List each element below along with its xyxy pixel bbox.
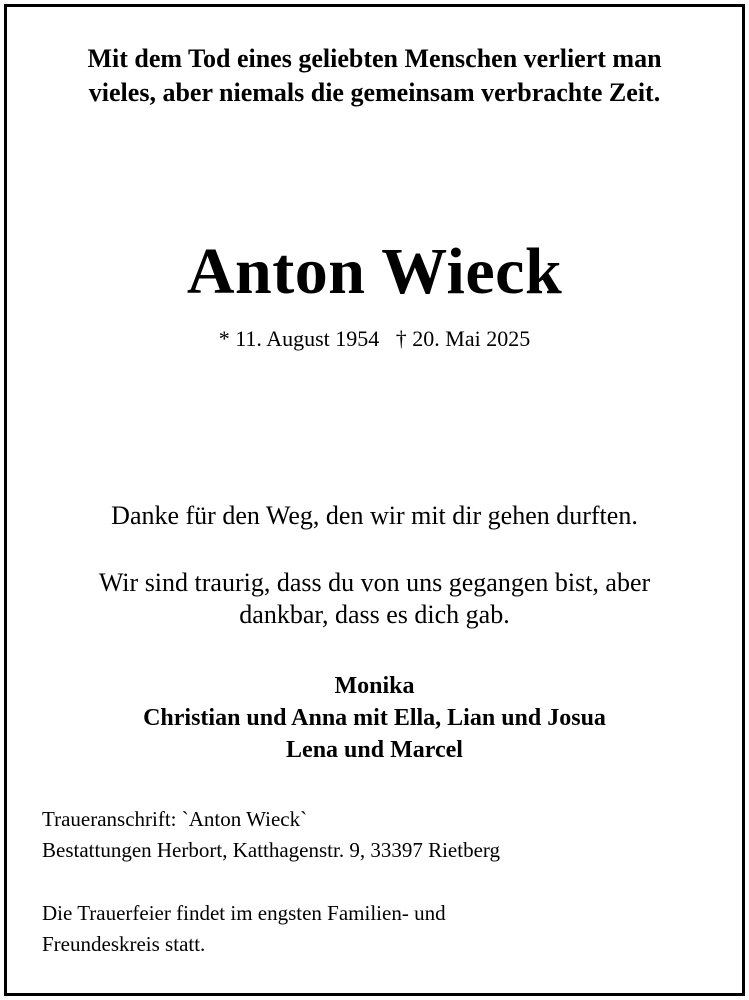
address-line-2: Bestattungen Herbort, Katthagenstr. 9, 33397 Rietberg: [42, 838, 501, 862]
life-dates: * 11. August 1954 † 20. Mai 2025: [218, 326, 531, 351]
grief-line-1: Wir sind traurig, dass du von uns gegangen bist, aber: [98, 568, 651, 597]
grief-line-2: dankbar, dass es dich gab.: [239, 600, 510, 629]
quote-line-2: vieles, aber niemals die gemeinsam verbrachte Zeit.: [88, 78, 661, 107]
family-member: Monika: [334, 673, 415, 699]
mourning-address: [42, 804, 722, 866]
ceremony-line-1: Die Trauerfeier findet im engsten Familien- und: [42, 901, 446, 925]
deceased-name: Anton Wieck: [186, 235, 563, 308]
family-member: Lena und Marcel: [286, 737, 463, 763]
opening-quote: [0, 42, 749, 110]
quote-line-1: Mit dem Tod eines geliebten Menschen verliert man: [87, 44, 662, 73]
thanks-message: Danke für den Weg, den wir mit dir gehen durften.: [111, 501, 638, 530]
address-line-1: Traueranschrift: `Anton Wieck`: [42, 807, 308, 831]
ceremony-line-2: Freundeskreis statt.: [42, 932, 206, 956]
family-signatures: [0, 670, 749, 766]
ceremony-note: [42, 898, 722, 960]
grief-message: [0, 567, 749, 631]
family-member: Christian und Anna mit Ella, Lian und Josua: [143, 705, 606, 731]
